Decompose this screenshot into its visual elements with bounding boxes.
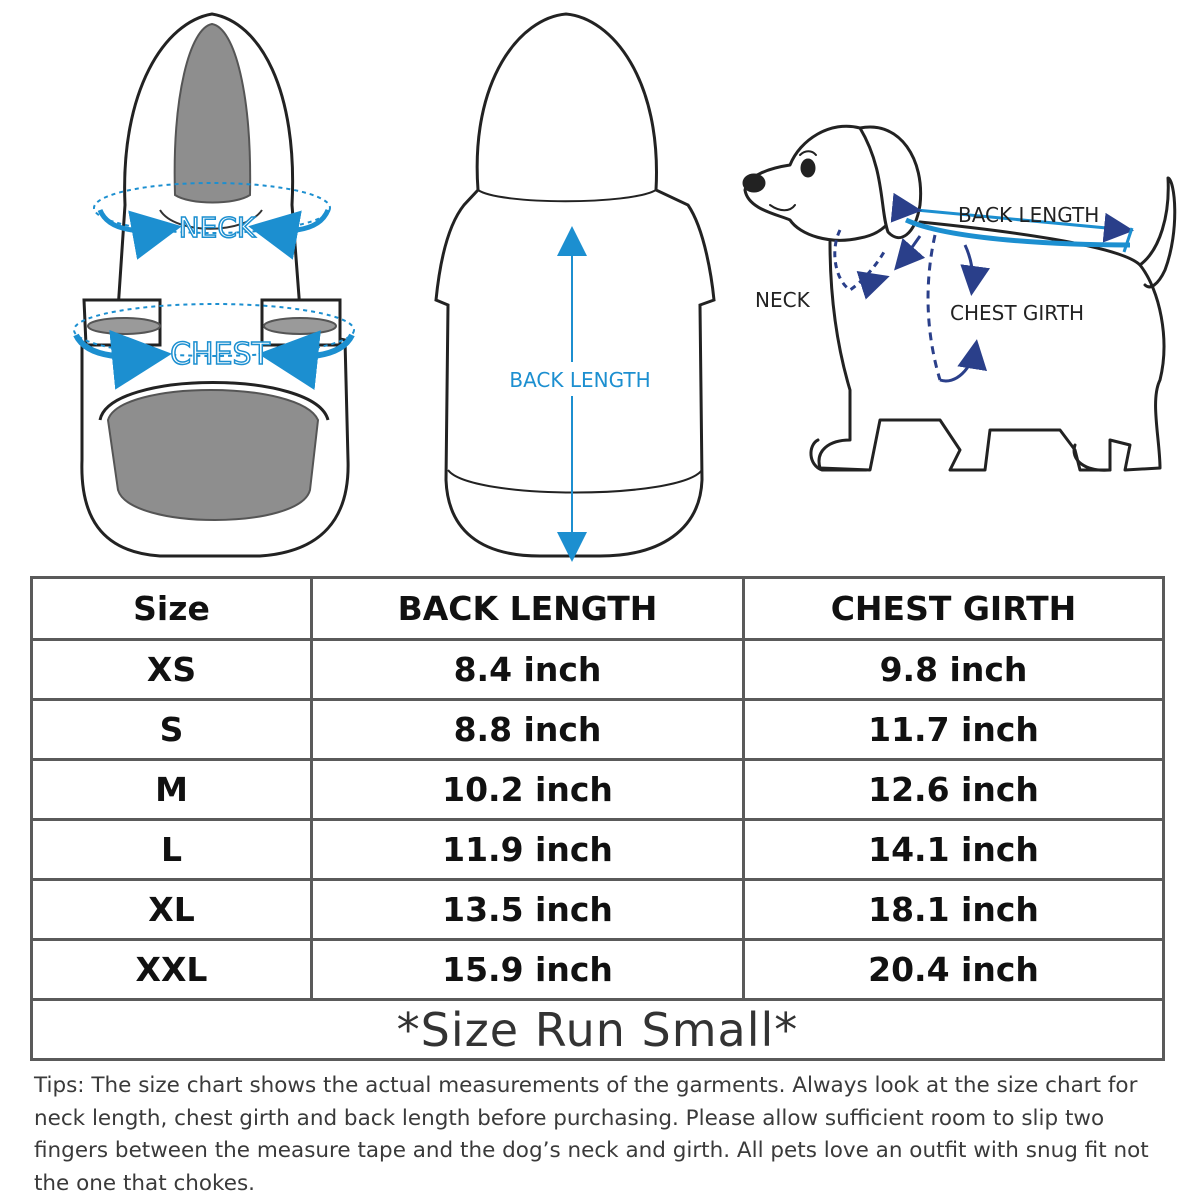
cell-size: M: [32, 760, 312, 820]
cell-size: XXL: [32, 940, 312, 1000]
header-chest-girth: CHEST GIRTH: [744, 578, 1164, 640]
cell-chest-girth: 18.1 inch: [744, 880, 1164, 940]
cell-size: XL: [32, 880, 312, 940]
cell-size: S: [32, 700, 312, 760]
dog-neck-label: NECK: [755, 288, 810, 312]
size-run-small-note: *Size Run Small*: [32, 1000, 1164, 1060]
hoodie-back: [436, 14, 714, 556]
table-row: [32, 820, 1164, 880]
garment-diagrams: [0, 0, 1200, 570]
cell-size: L: [32, 820, 312, 880]
illustrations: [0, 0, 1200, 570]
header-back-length: BACK LENGTH: [312, 578, 744, 640]
hoodie-front: [82, 14, 348, 556]
size-chart-table: [30, 576, 1165, 1061]
dog-chest-girth-label: CHEST GIRTH: [950, 301, 1085, 325]
cell-back-length: 10.2 inch: [312, 760, 744, 820]
cell-size: XS: [32, 640, 312, 700]
table-row: [32, 640, 1164, 700]
table-row: [32, 760, 1164, 820]
table-row: [32, 880, 1164, 940]
back-length-label: BACK LENGTH: [509, 368, 651, 392]
cell-chest-girth: 12.6 inch: [744, 760, 1164, 820]
cell-back-length: 8.4 inch: [312, 640, 744, 700]
dog-back-length-label: BACK LENGTH: [958, 203, 1100, 227]
front-chest-label: CHEST: [170, 337, 270, 372]
cell-back-length: 11.9 inch: [312, 820, 744, 880]
cell-back-length: 15.9 inch: [312, 940, 744, 1000]
table-header-row: [32, 578, 1164, 640]
cell-chest-girth: 14.1 inch: [744, 820, 1164, 880]
cell-chest-girth: 9.8 inch: [744, 640, 1164, 700]
cell-back-length: 13.5 inch: [312, 880, 744, 940]
table-row: [32, 700, 1164, 760]
header-size: Size: [32, 578, 312, 640]
front-neck-label: NECK: [178, 211, 256, 244]
cell-chest-girth: 11.7 inch: [744, 700, 1164, 760]
note-row: [32, 1000, 1164, 1060]
table-row: [32, 940, 1164, 1000]
cell-chest-girth: 20.4 inch: [744, 940, 1164, 1000]
tips-text: Tips: The size chart shows the actual measurements of the garments. Always look at the size chart for neck length, chest girth and back length before purchasing. Please allow sufficient room to slip two fingers between the measure tape and the dog’s neck and girth. All pets love an outfit with snug fit not the one that chokes.: [34, 1073, 1149, 1196]
cell-back-length: 8.8 inch: [312, 700, 744, 760]
